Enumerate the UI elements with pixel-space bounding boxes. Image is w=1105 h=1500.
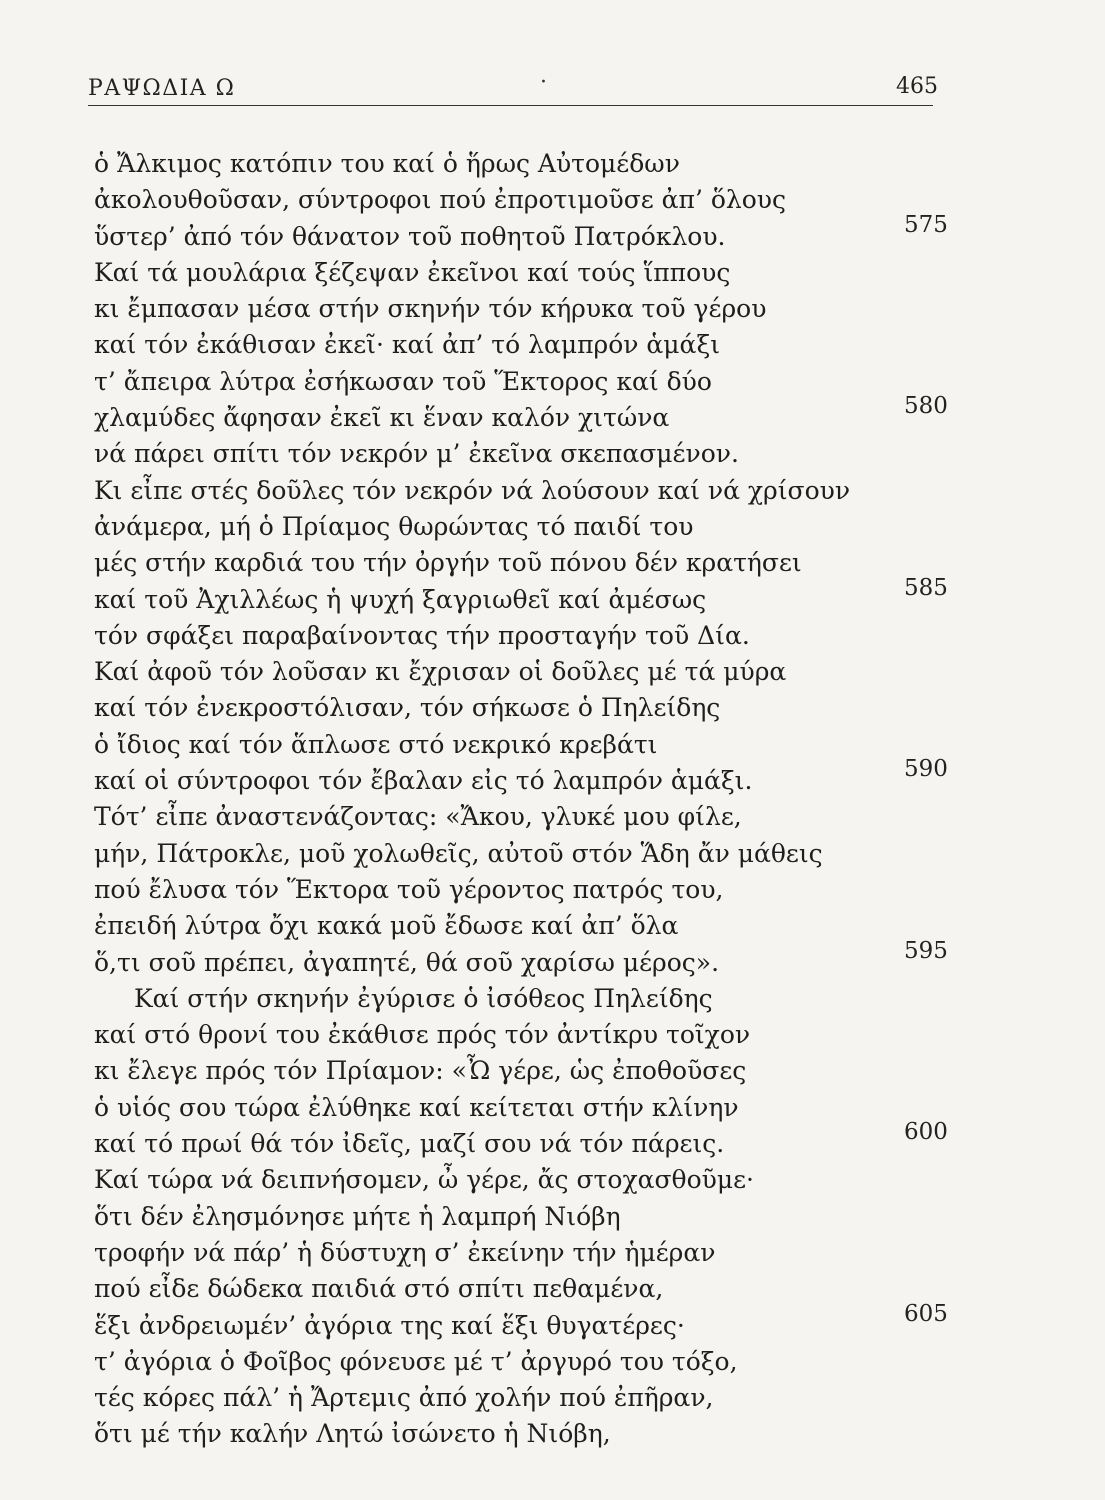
- verse-text: καί οἱ σύντροφοι τόν ἔβαλαν εἰς τό λαμπρόν ἁμάξι.: [94, 766, 753, 796]
- verse-text: ἀνάμερα, μή ὁ Πρίαμος θωρώντας τό παιδί του: [94, 511, 694, 541]
- verse-line: [94, 908, 974, 944]
- verse-text: τόν σφάξει παραβαίνοντας τήν προσταγήν τοῦ Δία.: [94, 620, 750, 650]
- verse-text: ἐπειδή λύτρα ὄχι κακά μοῦ ἔδωσε καί ἀπ’ ὅλα: [94, 911, 679, 941]
- verse-line: [94, 1235, 974, 1271]
- verse-line: [94, 756, 974, 799]
- verse-line: [94, 836, 974, 872]
- page-number: 465: [896, 74, 938, 99]
- verse-line: [94, 1380, 974, 1416]
- verse-text: ὕστερ’ ἀπό τόν θάνατον τοῦ ποθητοῦ Πατρόκλου.: [94, 221, 726, 251]
- verse-text: ἀκολουθοῦσαν, σύντροφοι πού ἐπροτιμοῦσε ἀπ’ ὅλους: [94, 185, 787, 215]
- verse-line: [94, 509, 974, 545]
- verse-text: τ’ ἀγόρια ὁ Φοῖβος φόνευσε μέ τ’ ἀργυρό του τόξο,: [94, 1346, 738, 1376]
- verse-line: [94, 690, 974, 726]
- verse-line: [94, 1300, 974, 1344]
- verse-line: [94, 1344, 974, 1380]
- line-number: 575: [904, 211, 948, 238]
- verse-line: [94, 1271, 974, 1307]
- line-number: 605: [904, 1300, 948, 1327]
- verse-line: [94, 981, 974, 1017]
- verse-line: [94, 1119, 974, 1162]
- verse-text: ὅτι δέν ἐλησμόνησε μήτε ἡ λαμπρή Νιόβη: [94, 1201, 621, 1231]
- verse-text: ὁ ἴδιος καί τόν ἅπλωσε στό νεκρικό κρεβάτι: [94, 729, 658, 759]
- verse-text: ὅτι μέ τήν καλήν Λητώ ἰσώνετο ἡ Νιόβη,: [94, 1419, 611, 1449]
- verse-text: Καί ἀφοῦ τόν λοῦσαν κι ἔχρισαν οἱ δοῦλες μέ τά μύρα: [94, 657, 787, 687]
- verse-line: [94, 146, 974, 182]
- verse-line: [94, 1416, 974, 1452]
- verse-line: [94, 364, 974, 400]
- verse-text: Κι εἶπε στές δοῦλες τόν νεκρόν νά λούσουν καί νά χρίσουν: [94, 475, 851, 505]
- verse-line: [94, 1053, 974, 1089]
- running-title: ΡΑΨΩΔΙΑ Ω: [88, 76, 236, 101]
- verse-line: [94, 291, 974, 327]
- verse-text: καί στό θρονί του ἐκάθισε πρός τόν ἀντίκρυ τοῖχον: [94, 1020, 751, 1050]
- line-number: 595: [904, 937, 948, 964]
- verse-line: [94, 1017, 974, 1053]
- verse-line: [94, 182, 974, 218]
- verse-text: νά πάρει σπίτι τόν νεκρόν μ’ ἐκεῖνα σκεπασμένον.: [94, 439, 739, 469]
- verse-text: καί τόν ἐνεκροστόλισαν, τόν σήκωσε ὁ Πηλείδης: [94, 693, 721, 723]
- verse-line: [94, 1090, 974, 1126]
- verse-text: Καί τά μουλάρια ξέζεψαν ἐκεῖνοι καί τούς ἵππους: [94, 257, 731, 287]
- verse-line: [94, 545, 974, 581]
- verse-line: [94, 255, 974, 291]
- verse-text: πού ἔλυσα τόν Ἕκτορα τοῦ γέροντος πατρός του,: [94, 874, 724, 904]
- verse-text: καί τοῦ Ἀχιλλέως ἡ ψυχή ξαγριωθεῖ καί ἀμέσως: [94, 584, 707, 614]
- running-dot: ·: [540, 70, 547, 95]
- verse-line: [94, 327, 974, 363]
- line-number: 590: [904, 756, 948, 783]
- verse-line: [94, 799, 974, 835]
- verse-text: Τότ’ εἶπε ἀναστενάζοντας: «Ἄκου, γλυκέ μου φίλε,: [94, 802, 742, 832]
- running-head: [88, 70, 938, 108]
- verse-text: μές στήν καρδιά του τήν ὀργήν τοῦ πόνου δέν κρατήσει: [94, 548, 802, 578]
- verse-text: καί τόν ἐκάθισαν ἐκεῖ· καί ἀπ’ τό λαμπρόν ἁμάξι: [94, 330, 721, 360]
- verse-line: [94, 393, 974, 436]
- verse-line: [94, 1199, 974, 1235]
- verse-text: χλαμύδες ἄφησαν ἐκεῖ κι ἕναν καλόν χιτώνα: [94, 403, 670, 433]
- verse-line: [94, 574, 974, 618]
- verse-line: [94, 937, 974, 981]
- line-number: 585: [904, 574, 948, 601]
- verse-text: κι ἔλεγε πρός τόν Πρίαμον: «Ὦ γέρε, ὡς ἐποθοῦσες: [94, 1056, 747, 1086]
- verse-text: Καί τώρα νά δειπνήσομεν, ὦ γέρε, ἄς στοχασθοῦμε·: [94, 1165, 754, 1195]
- verse-line: [94, 436, 974, 472]
- verse-text: τ’ ἄπειρα λύτρα ἐσήκωσαν τοῦ Ἕκτορος καί δύο: [94, 366, 712, 396]
- verse-text: ὁ υἱός σου τώρα ἐλύθηκε καί κείτεται στήν κλίνην: [94, 1092, 739, 1122]
- line-number: 600: [904, 1119, 948, 1146]
- verse-text: τές κόρες πάλ’ ἡ Ἄρτεμις ἀπό χολήν πού ἐπῆραν,: [94, 1383, 714, 1413]
- verse-text: ὁ Ἄλκιμος κατόπιν του καί ὁ ἥρως Αὐτομέδων: [94, 149, 680, 178]
- verse-line: [94, 872, 974, 908]
- line-number: 580: [904, 393, 948, 420]
- verse-line: [94, 211, 974, 255]
- verse-text: τροφήν νά πάρ’ ἡ δύστυχη σ’ ἐκείνην τήν ἡμέραν: [94, 1237, 716, 1267]
- verse-block: [94, 146, 974, 1453]
- verse-text: Καί στήν σκηνήν ἐγύρισε ὁ ἰσόθεος Πηλείδης: [134, 983, 713, 1013]
- verse-text: ὅ,τι σοῦ πρέπει, ἀγαπητέ, θά σοῦ χαρίσω μέρος».: [94, 947, 720, 977]
- verse-text: κι ἔμπασαν μέσα στήν σκηνήν τόν κήρυκα τοῦ γέρου: [94, 294, 767, 324]
- verse-text: ἕξι ἀνδρειωμέν’ ἀγόρια της καί ἕξι θυγατέρες·: [94, 1310, 685, 1340]
- verse-line: [94, 473, 974, 509]
- verse-text: μήν, Πάτροκλε, μοῦ χολωθεῖς, αὐτοῦ στόν Ἅδη ἄν μάθεις: [94, 838, 823, 868]
- header-rule: [88, 105, 933, 106]
- verse-line: [94, 727, 974, 763]
- verse-text: πού εἶδε δώδεκα παιδιά στό σπίτι πεθαμένα,: [94, 1274, 664, 1304]
- verse-line: [94, 654, 974, 690]
- verse-line: [94, 1162, 974, 1198]
- verse-line: [94, 618, 974, 654]
- verse-text: καί τό πρωί θά τόν ἰδεῖς, μαζί σου νά τόν πάρεις.: [94, 1129, 725, 1159]
